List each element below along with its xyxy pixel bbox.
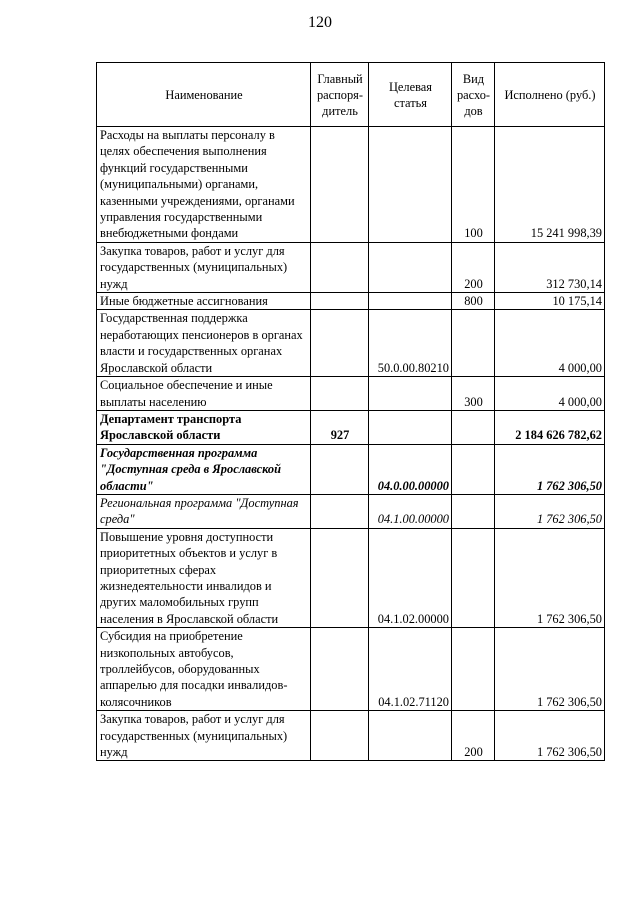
row-main-administrator-cell: [311, 711, 369, 761]
row-expense-type-cell: [452, 444, 495, 494]
header-main-administrator: Главный распоря-дитель: [311, 63, 369, 127]
row-executed-amount-cell: 2 184 626 782,62: [495, 410, 605, 444]
row-name-cell: Государственная поддержка неработающих пенсионеров в органах власти и государственных органах Ярославской области: [97, 310, 311, 377]
row-name-cell: Субсидия на приобретение низкопольных автобусов, троллейбусов, оборудованных аппарелью для посадки инвалидов-колясочников: [97, 628, 311, 711]
table-row: [97, 293, 605, 310]
table-row: [97, 528, 605, 627]
row-executed-amount-cell: 1 762 306,50: [495, 628, 605, 711]
row-executed-amount-cell: 1 762 306,50: [495, 444, 605, 494]
table-row: [97, 628, 605, 711]
header-executed-amount: Исполнено (руб.): [495, 63, 605, 127]
table-row: [97, 127, 605, 243]
row-expense-type-cell: 200: [452, 242, 495, 292]
table-row: [97, 242, 605, 292]
row-executed-amount-cell: 1 762 306,50: [495, 711, 605, 761]
row-name-cell: Государственная программа "Доступная среда в Ярославской области": [97, 444, 311, 494]
row-main-administrator-cell: [311, 528, 369, 627]
row-target-article-cell: [369, 377, 452, 411]
row-expense-type-cell: 200: [452, 711, 495, 761]
row-target-article-cell: [369, 711, 452, 761]
row-main-administrator-cell: [311, 444, 369, 494]
row-main-administrator-cell: [311, 628, 369, 711]
row-target-article-cell: [369, 127, 452, 243]
row-main-administrator-cell: [311, 127, 369, 243]
row-main-administrator-cell: [311, 293, 369, 310]
row-target-article-cell: [369, 410, 452, 444]
row-main-administrator-cell: [311, 310, 369, 377]
row-target-article-cell: [369, 242, 452, 292]
row-target-article-cell: 50.0.00.80210: [369, 310, 452, 377]
row-expense-type-cell: 300: [452, 377, 495, 411]
table-row: [97, 494, 605, 528]
row-main-administrator-cell: [311, 242, 369, 292]
table-row: [97, 310, 605, 377]
row-expense-type-cell: 800: [452, 293, 495, 310]
row-main-administrator-cell: [311, 377, 369, 411]
row-executed-amount-cell: 4 000,00: [495, 310, 605, 377]
row-name-cell: Департамент транспорта Ярославской области: [97, 410, 311, 444]
row-expense-type-cell: [452, 494, 495, 528]
row-main-administrator-cell: 927: [311, 410, 369, 444]
table-header-row: [97, 63, 605, 127]
table-row: [97, 711, 605, 761]
row-name-cell: Расходы на выплаты персоналу в целях обеспечения выполнения функций государственными (муниципальными) органами, казенными учреждениями, органами управления государственными внебюджетными фондами: [97, 127, 311, 243]
row-executed-amount-cell: 10 175,14: [495, 293, 605, 310]
row-name-cell: Закупка товаров, работ и услуг для государственных (муниципальных) нужд: [97, 711, 311, 761]
row-target-article-cell: 04.0.00.00000: [369, 444, 452, 494]
row-target-article-cell: [369, 293, 452, 310]
row-name-cell: Повышение уровня доступности приоритетных объектов и услуг в приоритетных сферах жизнедеятельности инвалидов и других маломобильных групп населения в Ярославской области: [97, 528, 311, 627]
table-row: [97, 410, 605, 444]
header-expense-type: Вид расхо-дов: [452, 63, 495, 127]
row-expense-type-cell: [452, 410, 495, 444]
budget-execution-table: [96, 62, 605, 761]
row-name-cell: Социальное обеспечение и иные выплаты населению: [97, 377, 311, 411]
row-expense-type-cell: [452, 310, 495, 377]
header-name: Наименование: [97, 63, 311, 127]
table-row: [97, 444, 605, 494]
page-number: 120: [308, 14, 332, 31]
row-main-administrator-cell: [311, 494, 369, 528]
row-executed-amount-cell: 312 730,14: [495, 242, 605, 292]
table-row: [97, 377, 605, 411]
row-executed-amount-cell: 1 762 306,50: [495, 528, 605, 627]
row-name-cell: Закупка товаров, работ и услуг для государственных (муниципальных) нужд: [97, 242, 311, 292]
row-executed-amount-cell: 15 241 998,39: [495, 127, 605, 243]
row-target-article-cell: 04.1.00.00000: [369, 494, 452, 528]
row-executed-amount-cell: 1 762 306,50: [495, 494, 605, 528]
row-expense-type-cell: [452, 628, 495, 711]
row-target-article-cell: 04.1.02.71120: [369, 628, 452, 711]
row-target-article-cell: 04.1.02.00000: [369, 528, 452, 627]
row-expense-type-cell: [452, 528, 495, 627]
row-expense-type-cell: 100: [452, 127, 495, 243]
row-name-cell: Региональная программа "Доступная среда": [97, 494, 311, 528]
header-target-article: Целевая статья: [369, 63, 452, 127]
row-executed-amount-cell: 4 000,00: [495, 377, 605, 411]
row-name-cell: Иные бюджетные ассигнования: [97, 293, 311, 310]
